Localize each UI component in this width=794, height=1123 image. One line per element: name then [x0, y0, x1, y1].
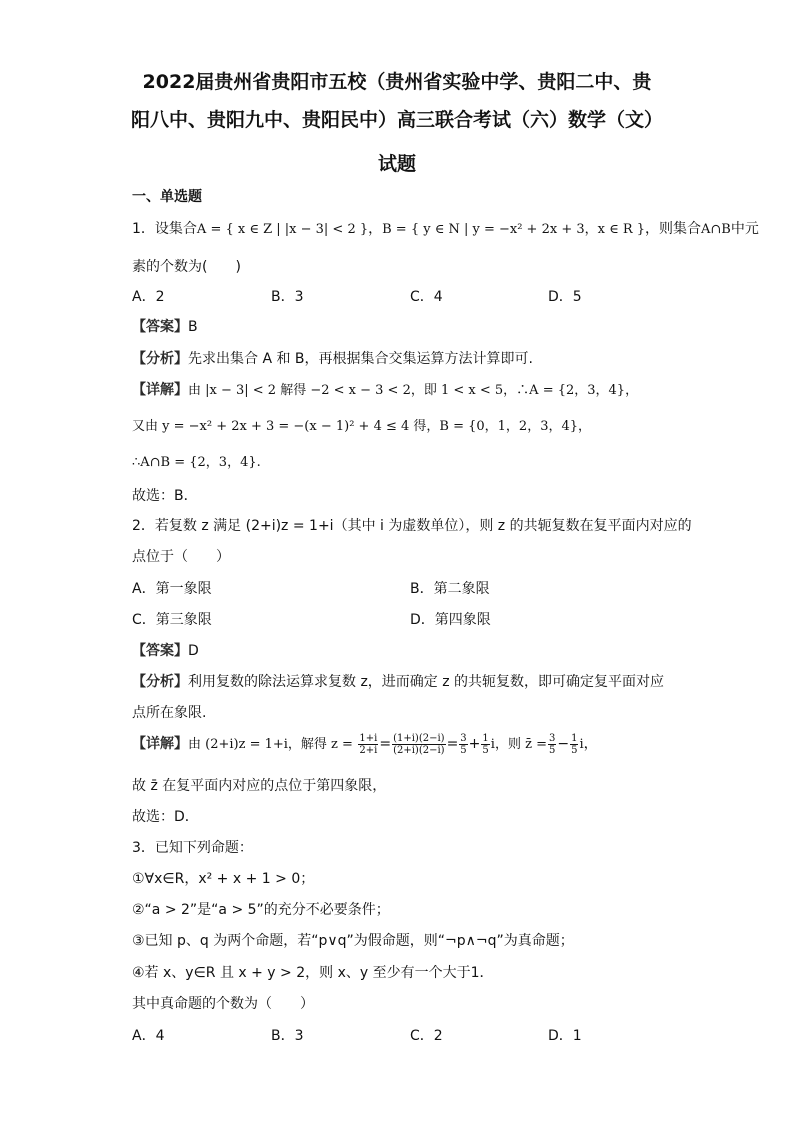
fraction-2: $\frac{(1+i)(2-i)}{(2+i)(2-i)}$ [393, 732, 445, 756]
q2-detail-line-2: 故 z̄ 在复平面内对应的点位于第四象限， [132, 778, 387, 794]
q2-stem-line-1: 2．若复数 z 满足 (2+i)z = 1+i（其中 i 为虚数单位），则 z 的共轭复数在复平面内对应的 [132, 518, 692, 534]
doc-title-line-3: 试题 [377, 153, 416, 175]
analysis-tag: 【分析】 [132, 674, 188, 690]
fraction-4: $\frac{1}{5}$ [482, 732, 489, 756]
fraction-6: $\frac{1}{5}$ [571, 732, 578, 756]
q1-detail-line-2: 又由 y = −x² + 2x + 3 = −(x − 1)² + 4 ≤ 4 得，B = {0，1，2，3，4}， [132, 419, 592, 434]
q1-detail-line-3: ∴A∩B = {2，3，4}. [132, 455, 261, 470]
q2-option-c: C．第三象限 [132, 612, 212, 628]
fraction-1: $\frac{1+i}{2+i}$ [359, 732, 378, 756]
q3-question: 其中真命题的个数为（ ） [132, 996, 314, 1012]
doc-title-line-2: 阳八中、贵阳九中、贵阳民中）高三联合考试（六）数学（文） [130, 109, 663, 131]
q2-detail-line-1: 【详解】由 (2+i)z = 1+i，解得 z = $\frac{1+i}{2+i}$ = $\frac{(1+i)(2-i)}{(2+i)(2-i)}$ = $\frac{3}{5}$ + $\frac{1}{5}$ i，则 z̄ = $\frac{3}{5}$ − $\frac{1}{5}$ i， [132, 732, 598, 756]
q2-answer-line [132, 640, 199, 660]
q3-option-d: D．1 [548, 1028, 582, 1044]
doc-title-line-1: 2022届贵州省贵阳市五校（贵州省实验中学、贵阳二中、贵 [142, 71, 652, 93]
q1-set-a: A = { x ∈ Z | |x − 3| < 2 } [196, 222, 369, 237]
q1-option-d: D．5 [548, 289, 582, 305]
analysis-tag: 【分析】 [132, 351, 188, 367]
q1-detail-1: 由 |x − 3| < 2 解得 −2 < x − 3 < 2，即 1 < x < 5，∴A = {2，3，4}， [188, 383, 639, 398]
q1-conclusion: 故选：B． [132, 488, 198, 504]
q3-stem: 3．已知下列命题： [132, 840, 253, 856]
q1-option-b: B．3 [271, 289, 304, 305]
q2-answer: D [188, 643, 199, 659]
answer-tag: 【答案】 [132, 643, 188, 659]
q1-stem-c: 中元 [730, 221, 759, 237]
q1-option-c: C．4 [410, 289, 443, 305]
q2-detail-end: ， [583, 736, 598, 752]
q1-answer-line [132, 316, 198, 336]
q1-answer: B [188, 319, 198, 335]
q2-detail-pre: 由 (2+i)z = 1+i，解得 z = [188, 737, 353, 752]
q1-set-b: B = { y ∈ N | y = −x² + 2x + 3，x ∈ R } [382, 222, 646, 237]
q2-option-b: B．第二象限 [410, 581, 490, 597]
q1-detail-line-1 [132, 379, 638, 399]
q1-analysis: 先求出集合 A 和 B，再根据集合交集运算方法计算即可. [188, 351, 533, 367]
q3-option-b: B．3 [271, 1028, 304, 1044]
q3-option-a: A．4 [132, 1028, 165, 1044]
detail-tag: 【详解】 [132, 736, 188, 752]
q2-option-d: D．第四象限 [410, 612, 491, 628]
q2-analysis-1: 利用复数的除法运算求复数 z，进而确定 z 的共轭复数，即可确定复平面对应 [188, 674, 665, 690]
q1-option-a: A．2 [132, 289, 165, 305]
q3-proposition-2: ②“a > 2”是“a > 5”的充分不必要条件； [132, 902, 390, 918]
q1-intersection: A∩B [701, 222, 731, 237]
q3-proposition-4: ④若 x、y∈R 且 x + y > 2，则 x、y 至少有一个大于1． [132, 965, 494, 981]
q3-option-c: C．2 [410, 1028, 443, 1044]
q2-detail-mid: ，则 z̄ = [494, 737, 547, 752]
q1-stem-a: 1．设集合 [132, 221, 197, 237]
section-heading: 一、单选题 [132, 189, 202, 205]
q2-analysis-line-2: 点所在象限. [132, 705, 207, 721]
q3-proposition-1: ①∀x∈R，x² + x + 1 > 0； [132, 871, 315, 887]
q2-stem-line-2: 点位于（ ） [132, 549, 230, 565]
answer-tag: 【答案】 [132, 319, 188, 335]
q2-conclusion: 故选：D． [132, 809, 199, 825]
q1-analysis-line [132, 348, 533, 368]
q3-proposition-3: ③已知 p、q 为两个命题，若“p∨q”为假命题，则“¬p∧¬q”为真命题； [132, 933, 574, 949]
q1-stem-b: ，则集合 [645, 221, 702, 237]
fraction-5: $\frac{3}{5}$ [548, 732, 556, 756]
detail-tag: 【详解】 [132, 382, 188, 398]
fraction-3: $\frac{3}{5}$ [460, 732, 467, 756]
q2-option-a: A．第一象限 [132, 581, 212, 597]
q1-stem-line-1: 1．设集合A = { x ∈ Z | |x − 3| < 2 }，B = { y ∈ N | y = −x² + 2x + 3，x ∈ R }，则集合A∩B中元 [132, 221, 759, 237]
q1-stem-line-2: 素的个数为( ) [132, 259, 241, 275]
q2-analysis-line-1 [132, 671, 664, 691]
